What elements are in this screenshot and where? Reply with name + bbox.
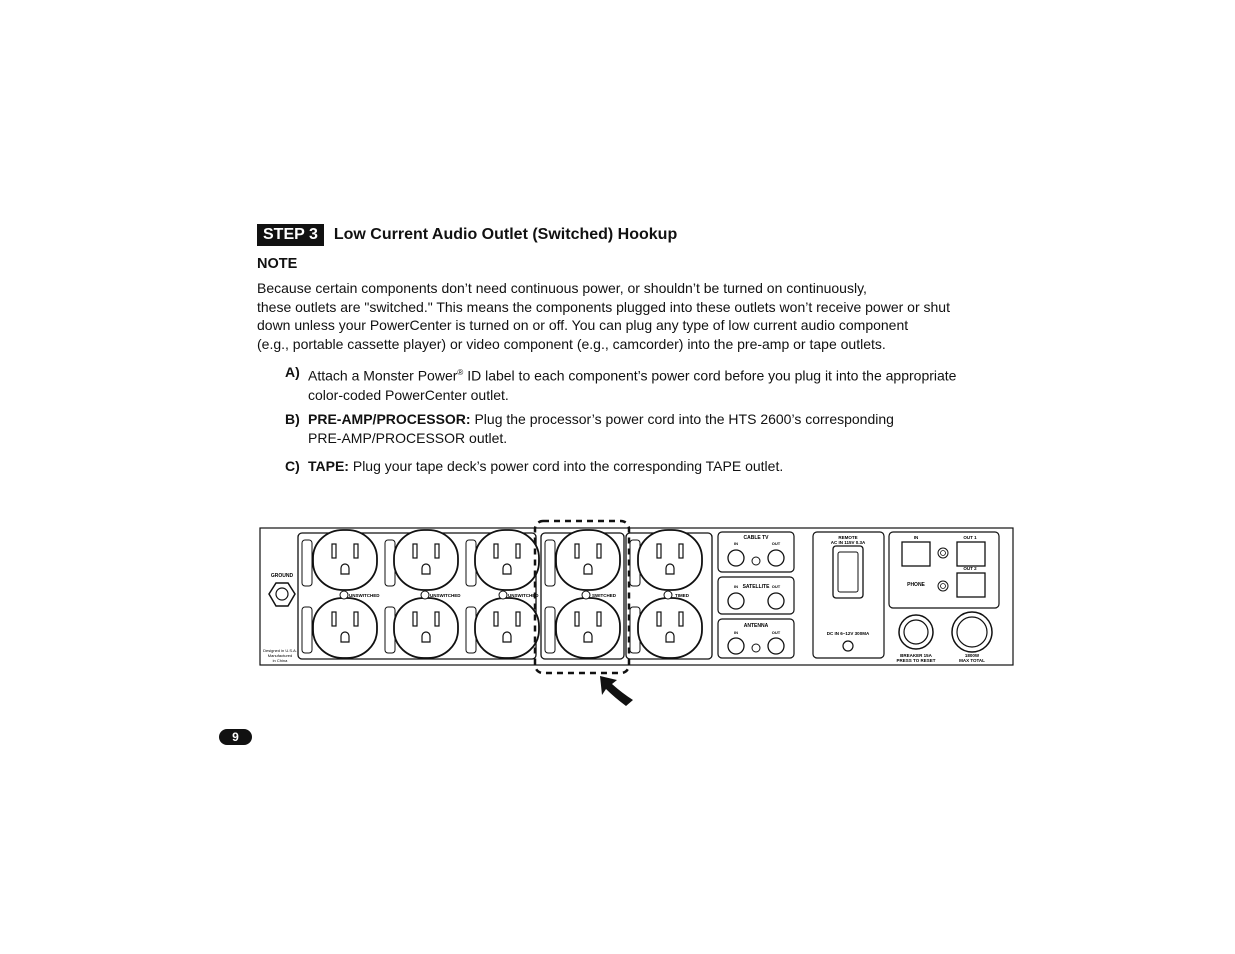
remote-rating: AC IN 115V 0.3A: [830, 540, 866, 545]
outlet-label: TIMED: [675, 593, 689, 598]
note-heading: NOTE: [257, 256, 298, 272]
coax-connector-icon: [768, 593, 784, 609]
max-wattage: 1800W: [964, 653, 980, 658]
step-title: Low Current Audio Outlet (Switched) Hookup: [333, 226, 678, 243]
outlet-receptacle: [394, 598, 458, 658]
outlet-label: UNSWITCHED: [430, 593, 461, 598]
ground-label: GROUND: [270, 573, 294, 579]
phone-jack-icon: [902, 542, 930, 566]
breaker-reset: PRESS TO RESET: [896, 658, 936, 663]
coax-connector-icon: [768, 550, 784, 566]
indicator-led-icon: [340, 591, 348, 599]
phone-out1-label: OUT 1: [963, 535, 977, 540]
outlet-receptacle: [313, 598, 377, 658]
satellite-title: SATELLITE: [742, 584, 770, 590]
outlet-label: UNSWITCHED: [508, 593, 539, 598]
indicator-led-icon: [582, 591, 590, 599]
item-keyword: PRE-AMP/PROCESSOR:: [308, 411, 471, 427]
note-line: down unless your PowerCenter is turned on or off. You can plug any type of low current audio component: [257, 317, 909, 334]
phone-jack-icon: [957, 542, 985, 566]
item-letter: B): [285, 411, 300, 427]
coax-in-label: IN: [734, 584, 738, 589]
remote-title: REMOTE: [838, 535, 858, 540]
breaker-rating: BREAKER 15A: [900, 653, 932, 658]
note-line: Because certain components don’t need continuous power, or shouldn’t be turned on continuously,: [257, 280, 867, 296]
outlet-receptacle: [313, 530, 377, 590]
note-line: these outlets are "switched." This means the components plugged into these outlets won’t receive power or shut: [257, 298, 950, 315]
indicator-led-icon: [499, 591, 507, 599]
antenna-title: ANTENNA: [743, 623, 769, 629]
outlet-receptacle: [556, 598, 620, 658]
coax-out-label: OUT: [771, 541, 781, 546]
remote-dc-label: DC IN 6~12V 300MA: [826, 631, 870, 636]
outlet-receptacle: [475, 598, 539, 658]
item-text: Plug the processor’s power cord into the HTS 2600’s corresponding: [470, 411, 894, 427]
coax-ground-icon: [752, 557, 760, 565]
item-text: Plug your tape deck’s power cord into the corresponding TAPE outlet.: [348, 458, 784, 474]
coax-out-label: OUT: [771, 584, 781, 589]
indicator-led-icon: [664, 591, 672, 599]
origin-line: Designed in U.S.A.: [263, 648, 297, 653]
step-badge: STEP 3: [257, 224, 324, 246]
outlet-label: SWITCHED: [592, 593, 616, 598]
phone-label: PHONE: [907, 582, 925, 588]
item-text: color-coded PowerCenter outlet.: [308, 386, 509, 403]
item-letter: C): [285, 458, 300, 474]
max-total-label: MAX TOTAL: [959, 658, 985, 663]
phone-in-label: IN: [913, 535, 919, 540]
page-number: 9: [219, 729, 252, 745]
item-keyword: TAPE:: [308, 458, 349, 474]
coax-in-label: IN: [734, 541, 738, 546]
coax-connector-icon: [728, 593, 744, 609]
dc-jack-icon: [843, 641, 853, 651]
coax-connector-icon: [728, 638, 744, 654]
phone-out2-label: OUT 2: [963, 566, 977, 571]
pointer-arrow-icon: [600, 676, 633, 706]
outlet-receptacle: [475, 530, 539, 590]
item-text: Attach a Monster Power: [308, 367, 458, 384]
cable-tv-title: CABLE TV: [743, 535, 769, 541]
outlet-receptacle: [638, 598, 702, 658]
coax-out-label: OUT: [771, 630, 781, 635]
item-letter: A): [285, 364, 300, 380]
outlet-receptacle: [638, 530, 702, 590]
registered-mark: ®: [457, 368, 464, 377]
phone-jack-icon: [957, 573, 985, 597]
note-line: (e.g., portable cassette player) or video component (e.g., camcorder) into the pre-amp or tape outlets.: [257, 335, 886, 352]
outlet-label: UNSWITCHED: [349, 593, 380, 598]
item-text: ID label to each component’s power cord before you plug it into the appropriate: [463, 367, 957, 384]
coax-in-label: IN: [734, 630, 738, 635]
origin-line: in China: [272, 658, 288, 663]
origin-line: Manufactured: [267, 653, 293, 658]
coax-connector-icon: [728, 550, 744, 566]
indicator-led-icon: [421, 591, 429, 599]
outlet-receptacle: [394, 530, 458, 590]
coax-ground-icon: [752, 644, 760, 652]
item-text: PRE-AMP/PROCESSOR outlet.: [308, 430, 508, 446]
coax-connector-icon: [768, 638, 784, 654]
outlet-receptacle: [556, 530, 620, 590]
